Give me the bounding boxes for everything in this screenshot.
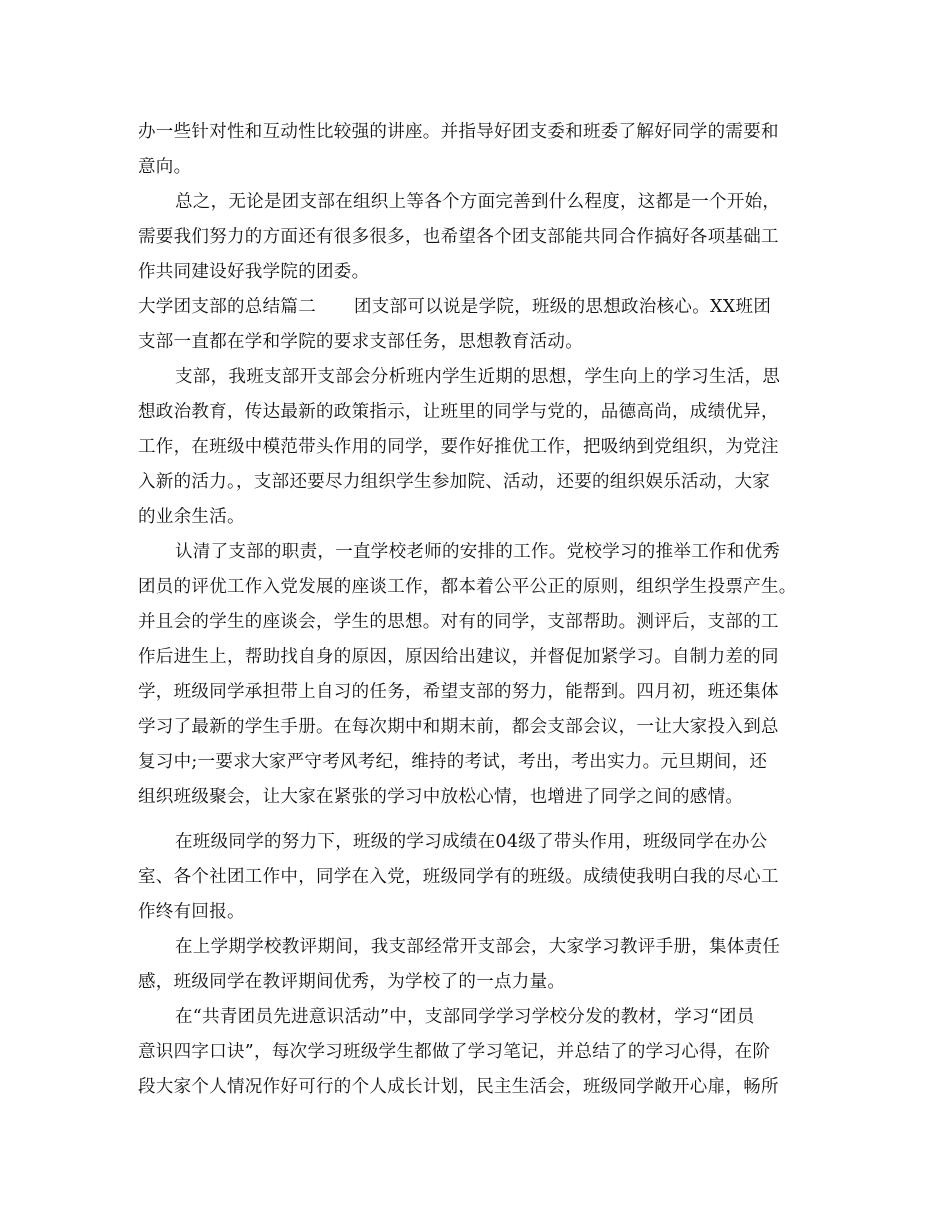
text-line: 意向。 bbox=[138, 157, 192, 177]
text-line: 入新的活力。，支部还要尽力组织学生参加院、活动，还要的组织娱乐活动，大家 bbox=[138, 472, 771, 492]
text-line: 作后进生上，帮助找自身的原因，原因给出建议，并督促加紧学习。自制力差的同 bbox=[138, 647, 779, 667]
text-line: 室、各个社团工作中，同学在入党，班级同学有的班级。成绩使我明白我的尽心工 bbox=[138, 867, 779, 887]
text-line: 在上学期学校教评期间，我支部经常开支部会，大家学习教评手册，集体责任 bbox=[175, 937, 781, 957]
text-line: 感，班级同学在教评期间优秀，为学校了的一点力量。 bbox=[138, 972, 566, 992]
text-line: 组织班级聚会，让大家在紧张的学习中放松心情，也增进了同学之间的感情。 bbox=[138, 787, 744, 807]
section-heading-line bbox=[138, 296, 771, 318]
section-heading: 大学团支部的总结篇二 bbox=[138, 297, 316, 317]
text-line: 支部一直都在学和学院的要求支部任务，思想教育活动。 bbox=[138, 332, 583, 352]
text-line: 并且会的学生的座谈会，学生的思想。对有的同学，支部帮助。测评后，支部的工 bbox=[138, 612, 779, 632]
text-line: 作终有回报。 bbox=[138, 902, 245, 922]
text-line: 在“共青团员先进意识活动”中，支部同学学习学校分发的教材，学习“团员 bbox=[175, 1007, 755, 1027]
text-line: 意识四字口诀”，每次学习班级学生都做了学习笔记，并总结了的学习心得，在阶 bbox=[138, 1042, 771, 1062]
text-line: 办一些针对性和互动性比较强的讲座。并指导好团支委和班委了解好同学的需要和 bbox=[138, 122, 779, 142]
text-line: 段大家个人情况作好可行的个人成长计划，民主生活会，班级同学敞开心扉，畅所 bbox=[138, 1077, 779, 1097]
text-line: 总之，无论是团支部在组织上等各个方面完善到什么程度，这都是一个开始， bbox=[175, 192, 781, 212]
text-line: 团支部可以说是学院，班级的思想政治核心。XX班团 bbox=[354, 297, 772, 317]
text-line: 作共同建设好我学院的团委。 bbox=[138, 262, 370, 282]
text-line: 学，班级同学承担带上自习的任务，希望支部的努力，能帮到。四月初，班还集体 bbox=[138, 682, 779, 702]
text-line: 工作，在班级中模范带头作用的同学，要作好推优工作，把吸纳到党组织，为党注 bbox=[138, 437, 779, 457]
text-line: 学习了最新的学生手册。在每次期中和期末前，都会支部会议，一让大家投入到总 bbox=[138, 717, 779, 737]
text-line: 的业余生活。 bbox=[138, 507, 245, 527]
text-line: 需要我们努力的方面还有很多很多，也希望各个团支部能共同合作搞好各项基础工 bbox=[138, 227, 779, 247]
text-line: 认清了支部的职责，一直学校老师的安排的工作。党校学习的推举工作和优秀 bbox=[175, 542, 781, 562]
text-line: 团员的评优工作入党发展的座谈工作，都本着公平公正的原则，组织学生投票产生。 bbox=[138, 577, 797, 597]
text-line: 支部，我班支部开支部会分析班内学生近期的思想，学生向上的学习生活，思 bbox=[175, 367, 781, 387]
text-line: 复习中;一要求大家严守考风考纪，维持的考试，考出，考出实力。元旦期间，还 bbox=[138, 752, 768, 772]
text-line: 在班级同学的努力下，班级的学习成绩在04级了带头作用，班级同学在办公 bbox=[175, 832, 768, 852]
text-line: 想政治教育，传达最新的政策指示，让班里的同学与党的，品德高尚，成绩优异， bbox=[138, 402, 779, 422]
